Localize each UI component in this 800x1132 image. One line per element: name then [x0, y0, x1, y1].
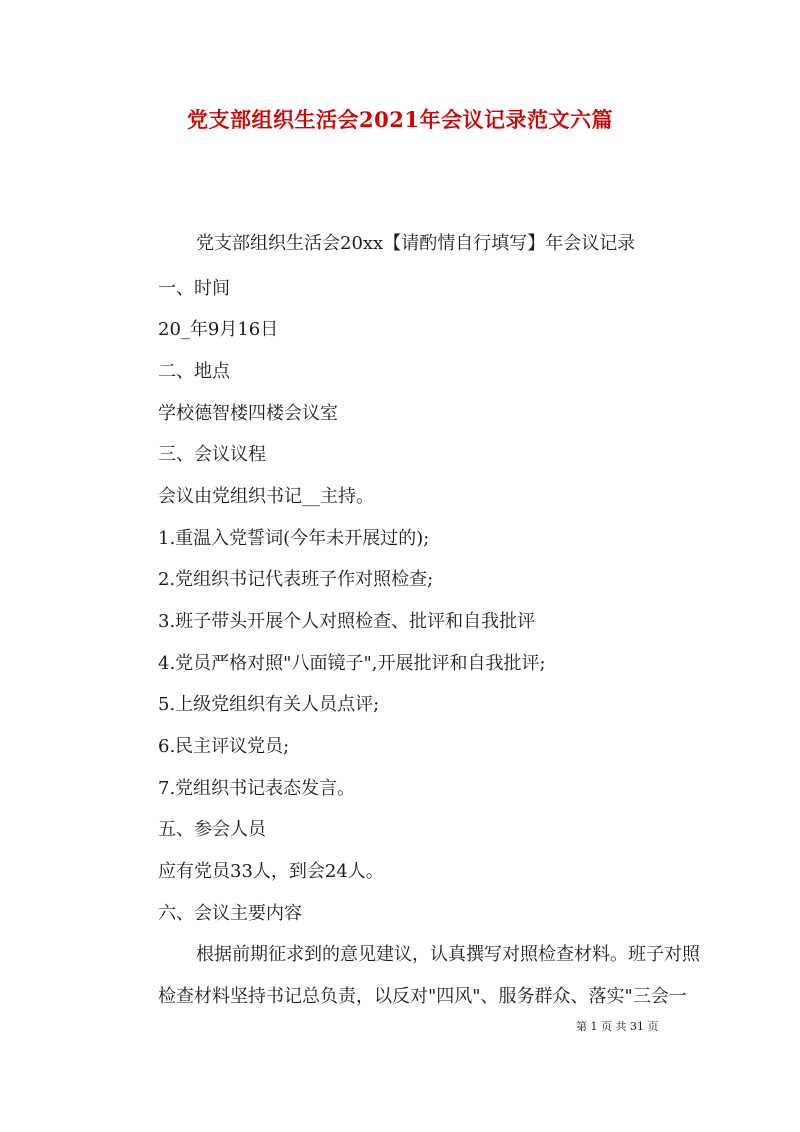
- agenda-item-2: 2.党组织书记代表班子作对照检查;: [158, 569, 434, 590]
- page-number-footer: 第 1 页 共 31 页: [576, 1020, 659, 1033]
- meeting-record-heading: 党支部组织生活会20xx【请酌情自行填写】年会议记录: [196, 233, 636, 254]
- content-paragraph-line-2: 检查材料坚持书记总负责，以反对"四风"、服务群众、落实"三会一: [158, 986, 687, 1007]
- section-time-heading: 一、时间: [158, 278, 230, 299]
- agenda-item-4: 4.党员严格对照"八面镜子",开展批评和自我批评;: [158, 653, 546, 674]
- agenda-item-5: 5.上级党组织有关人员点评;: [158, 694, 380, 715]
- agenda-item-1: 1.重温入党誓词(今年未开展过的);: [158, 528, 430, 549]
- agenda-item-3: 3.班子带头开展个人对照检查、批评和自我批评: [158, 611, 536, 632]
- agenda-item-6: 6.民主评议党员;: [158, 736, 290, 757]
- document-title: 党支部组织生活会2021年会议记录范文六篇: [187, 107, 613, 132]
- attendee-count: 应有党员33人，到会24人。: [158, 861, 384, 882]
- section-attendees-heading: 五、参会人员: [158, 819, 266, 840]
- agenda-host: 会议由党组织书记__主持。: [158, 486, 374, 507]
- section-agenda-heading: 三、会议议程: [158, 444, 266, 465]
- section-content-heading: 六、会议主要内容: [158, 903, 302, 924]
- meeting-location: 学校德智楼四楼会议室: [158, 403, 338, 424]
- agenda-item-7: 7.党组织书记表态发言。: [158, 778, 356, 799]
- meeting-date: 20_年9月16日: [158, 319, 279, 340]
- content-paragraph-line-1: 根据前期征求到的意见建议，认真撰写对照检查材料。班子对照: [196, 944, 700, 965]
- section-location-heading: 二、地点: [158, 361, 230, 382]
